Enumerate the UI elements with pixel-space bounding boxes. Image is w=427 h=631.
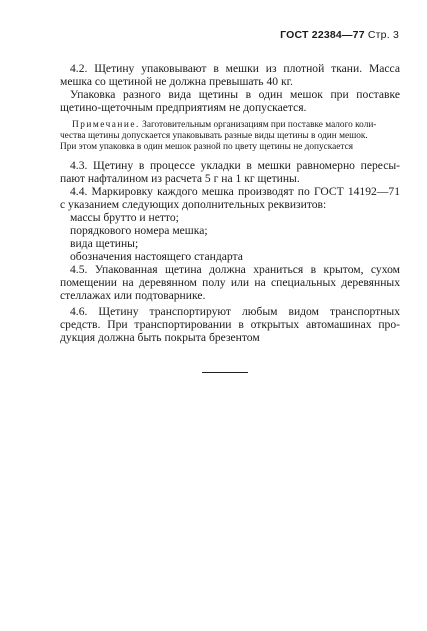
note-block (60, 120, 400, 153)
paragraph-line: помещении на деревянном полу или на специальных деревянных (60, 276, 400, 289)
paragraph-line: дукция должна быть покрыта брезентом (60, 331, 260, 344)
paragraph-line: мешка со щетиной не должна превышать 40 кг. (60, 75, 293, 88)
section-4-2 (60, 62, 400, 114)
paragraph-line: 4.4. Маркировку каждого мешка производят по ГОСТ 14192—71 (70, 185, 400, 198)
note-line (60, 120, 400, 131)
list-item: массы брутто и нетто; (70, 211, 179, 224)
paragraph-line: щетино-щеточным предприятиям не допускается. (60, 101, 307, 114)
paragraph-line: средств. При транспортировании в открытых автомашинах про- (60, 318, 400, 331)
list-item: порядкового номера мешка; (70, 224, 208, 237)
paragraph-line: 4.2. Щетину упаковывают в мешки из плотной ткани. Масса (70, 62, 400, 75)
page-header (280, 29, 399, 41)
end-divider (202, 372, 248, 373)
section-4-6 (60, 305, 400, 344)
note-label: Примечание. (72, 120, 140, 130)
standard-number: ГОСТ 22384—77 (280, 29, 365, 41)
paragraph-line: стеллажах или подтоварнике. (60, 289, 206, 302)
paragraph-line: с указанием следующих дополнительных реквизитов: (60, 198, 327, 211)
document-body (60, 62, 400, 344)
note-line: При этом упаковка в один мешок разной по цвету щетины не допускается (60, 142, 353, 152)
paragraph-line: Упаковка разного вида щетины в один мешок при поставке (70, 88, 400, 101)
section-4-5 (60, 263, 400, 302)
paragraph-line: 4.3. Щетину в процессе укладки в мешки равномерно пересы- (70, 159, 400, 172)
section-4-3 (60, 159, 400, 185)
page-number: Стр. 3 (367, 29, 399, 41)
note-line: чества щетины допускается упаковывать разные виды щетины в один мешок. (60, 131, 368, 141)
list-item: обозначения настоящего стандарта (70, 250, 243, 263)
paragraph-line: пают нафталином из расчета 5 г на 1 кг щетины. (60, 172, 300, 185)
section-4-4 (60, 185, 400, 263)
paragraph-line: 4.5. Упакованная щетина должна храниться в крытом, сухом (70, 263, 400, 276)
paragraph-line: 4.6. Щетину транспортируют любым видом транспортных (70, 305, 400, 318)
note-text: Заготовительным организациям при поставке малого коли- (142, 120, 377, 130)
list-item: вида щетины; (70, 237, 139, 250)
